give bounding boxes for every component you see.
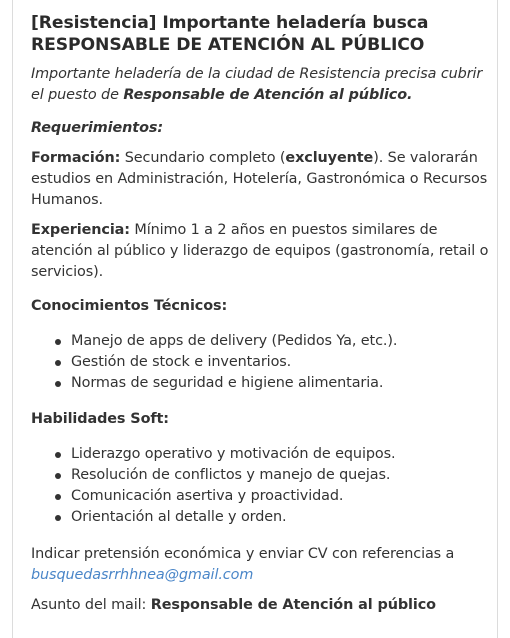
contact-paragraph: [31, 544, 493, 586]
list-item: [31, 444, 493, 465]
list-item-text: Comunicación asertiva y proactividad.: [71, 488, 344, 504]
list-item-text: Normas de seguridad e higiene alimentaria.: [71, 375, 384, 391]
intro-text: Importante heladería de la ciudad de Resistencia precisa cubrir el puesto de: [31, 66, 483, 103]
experience-paragraph: [31, 220, 493, 283]
contact-text: Indicar pretensión económica y enviar CV con referencias a: [31, 546, 455, 562]
education-paragraph: [31, 148, 493, 211]
contact-email-link[interactable]: busquedasrrhhnea@gmail.com: [31, 567, 254, 583]
list-item: [31, 465, 493, 486]
subject-label: Asunto del mail:: [31, 597, 151, 613]
requirements-heading: Requerimientos:: [31, 120, 163, 136]
post-title: [31, 12, 493, 56]
intro-position: Responsable de Atención al público.: [123, 87, 413, 103]
list-item: [31, 373, 493, 394]
post-title-line-2: RESPONSABLE DE ATENCIÓN AL PÚBLICO: [31, 35, 425, 55]
education-mandatory: excluyente: [285, 150, 374, 166]
post-title-line-1: [Resistencia] Importante heladería busca: [31, 13, 429, 33]
experience-label: Experiencia:: [31, 222, 130, 238]
bullet-icon: [55, 452, 61, 458]
job-post-content: [31, 12, 493, 616]
subject-value: Responsable de Atención al público: [150, 597, 436, 613]
intro-paragraph: [31, 64, 493, 106]
list-item-text: Resolución de conflictos y manejo de quejas.: [71, 467, 391, 483]
list-item: [31, 352, 493, 373]
bullet-icon: [55, 381, 61, 387]
soft-skills-heading: Habilidades Soft:: [31, 411, 169, 427]
bullet-icon: [55, 339, 61, 345]
experience-text: Mínimo 1 a 2 años en puestos similares de atención al público y liderazgo de equipos (gastronomía, retail o servicios).: [31, 222, 489, 280]
bullet-icon: [55, 473, 61, 479]
list-item: [31, 486, 493, 507]
bullet-icon: [55, 515, 61, 521]
bullet-icon: [55, 494, 61, 500]
bullet-icon: [55, 360, 61, 366]
list-item: [31, 331, 493, 352]
list-item-text: Orientación al detalle y orden.: [71, 509, 287, 525]
email-subject-paragraph: [31, 595, 493, 616]
list-item-text: Liderazgo operativo y motivación de equipos.: [71, 446, 396, 462]
technical-list: [31, 331, 493, 394]
list-item: [31, 507, 493, 528]
education-label: Formación:: [31, 150, 121, 166]
job-post-card: [12, 0, 498, 638]
soft-skills-list: [31, 444, 493, 528]
education-text-b: ). Se valorarán estudios en Administración, Hotelería, Gastronómica o Recursos Humanos.: [31, 150, 488, 208]
education-text-a: Secundario completo (: [120, 150, 286, 166]
list-item-text: Gestión de stock e inventarios.: [71, 354, 292, 370]
list-item-text: Manejo de apps de delivery (Pedidos Ya, etc.).: [71, 333, 398, 349]
technical-heading: Conocimientos Técnicos:: [31, 298, 228, 314]
